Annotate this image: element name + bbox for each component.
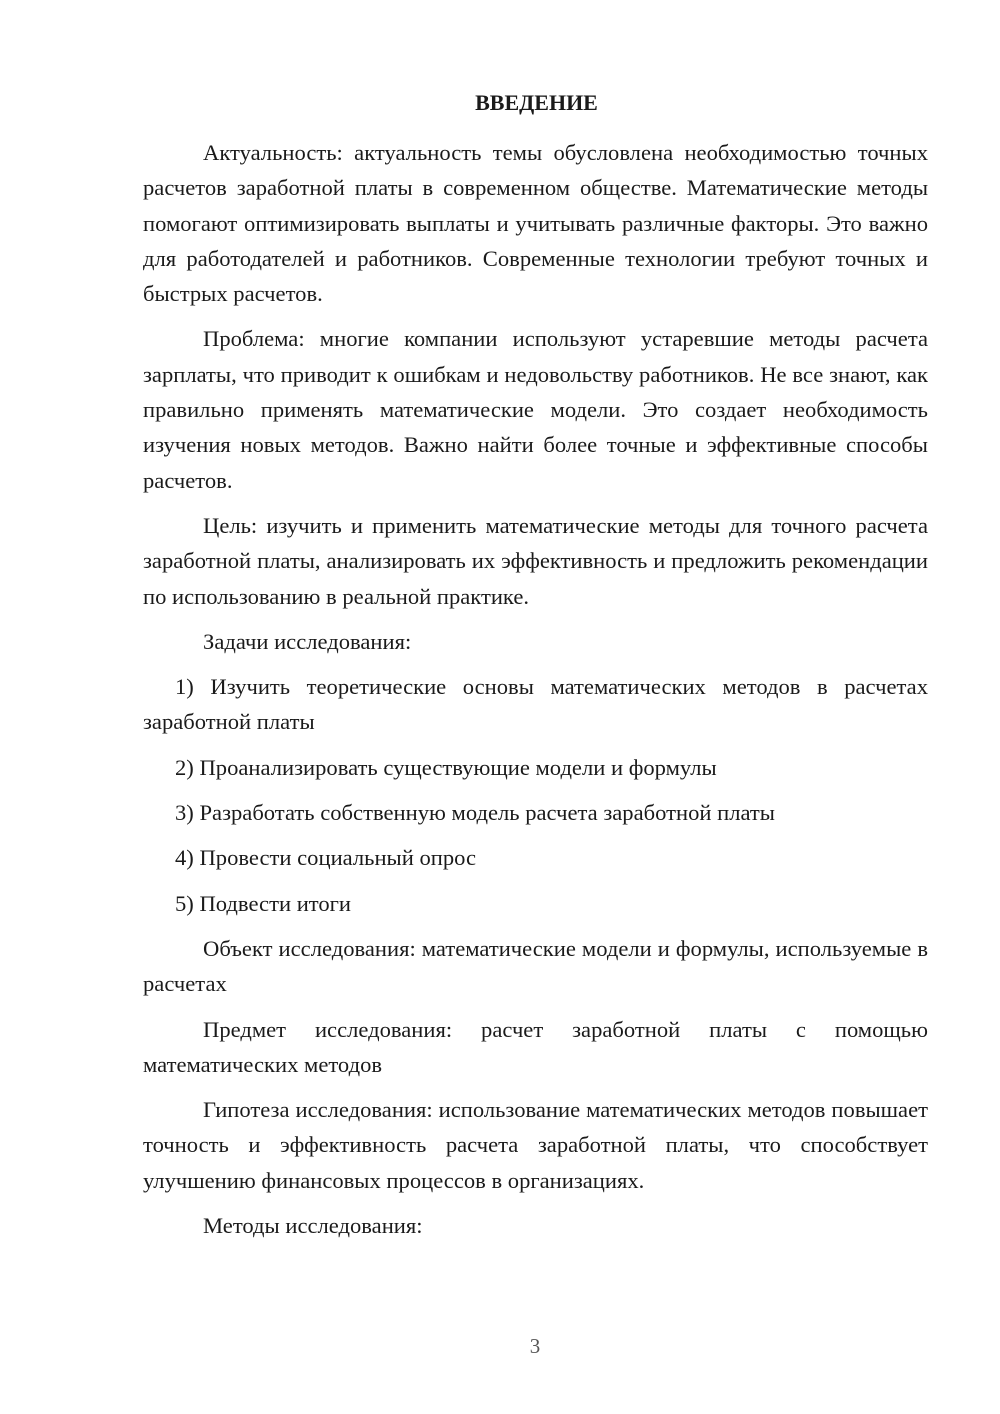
goal-paragraph: Цель: изучить и применить математические методы для точного расчета заработной платы, анализировать их эффективность и предложить рекомендации по использованию в реальной практике. [143,512,928,609]
task-item-1: 1) Изучить теоретические основы математических методов в расчетах заработной платы [143,674,928,735]
object-paragraph: Объект исследования: математические модели и формулы, используемые в расчетах [143,935,928,997]
page-title: ВВЕДЕНИЕ [475,90,598,115]
subject-paragraph: Предмет исследования: расчет заработной платы с помощью математических методов [143,1016,928,1077]
task-item-4: 4) Провести социальный опрос [175,845,477,871]
tasks-heading: Задачи исследования: [203,628,412,654]
relevance-paragraph: Актуальность: актуальность темы обусловлена необходимостью точных расчетов заработной платы в современном обществе. Математические методы помогают оптимизировать выплаты и учитывать различные факторы. Это важно для работодателей и работников. Современные технологии требуют точных и быстрых расчетов. [143,140,928,307]
task-item-3: 3) Разработать собственную модель расчета заработной платы [175,800,775,826]
methods-heading: Методы исследования: [203,1213,423,1239]
document-page [143,88,928,1243]
problem-paragraph: Проблема: многие компании используют устаревшие методы расчета зарплаты, что приводит к ошибкам и недовольству работников. Не все знают, как правильно применять математические модели. Это создает необходимость изучения новых методов. Важно найти более точные и эффективные способы расчетов. [143,326,928,493]
task-item-5: 5) Подвести итоги [175,890,352,916]
task-item-2: 2) Проанализировать существующие модели и формулы [175,754,717,780]
page-number: 3 [529,1334,541,1358]
hypothesis-paragraph: Гипотеза исследования: использование математических методов повышает точность и эффективность расчета заработной платы, что способствует улучшению финансовых процессов в организациях. [143,1097,928,1193]
